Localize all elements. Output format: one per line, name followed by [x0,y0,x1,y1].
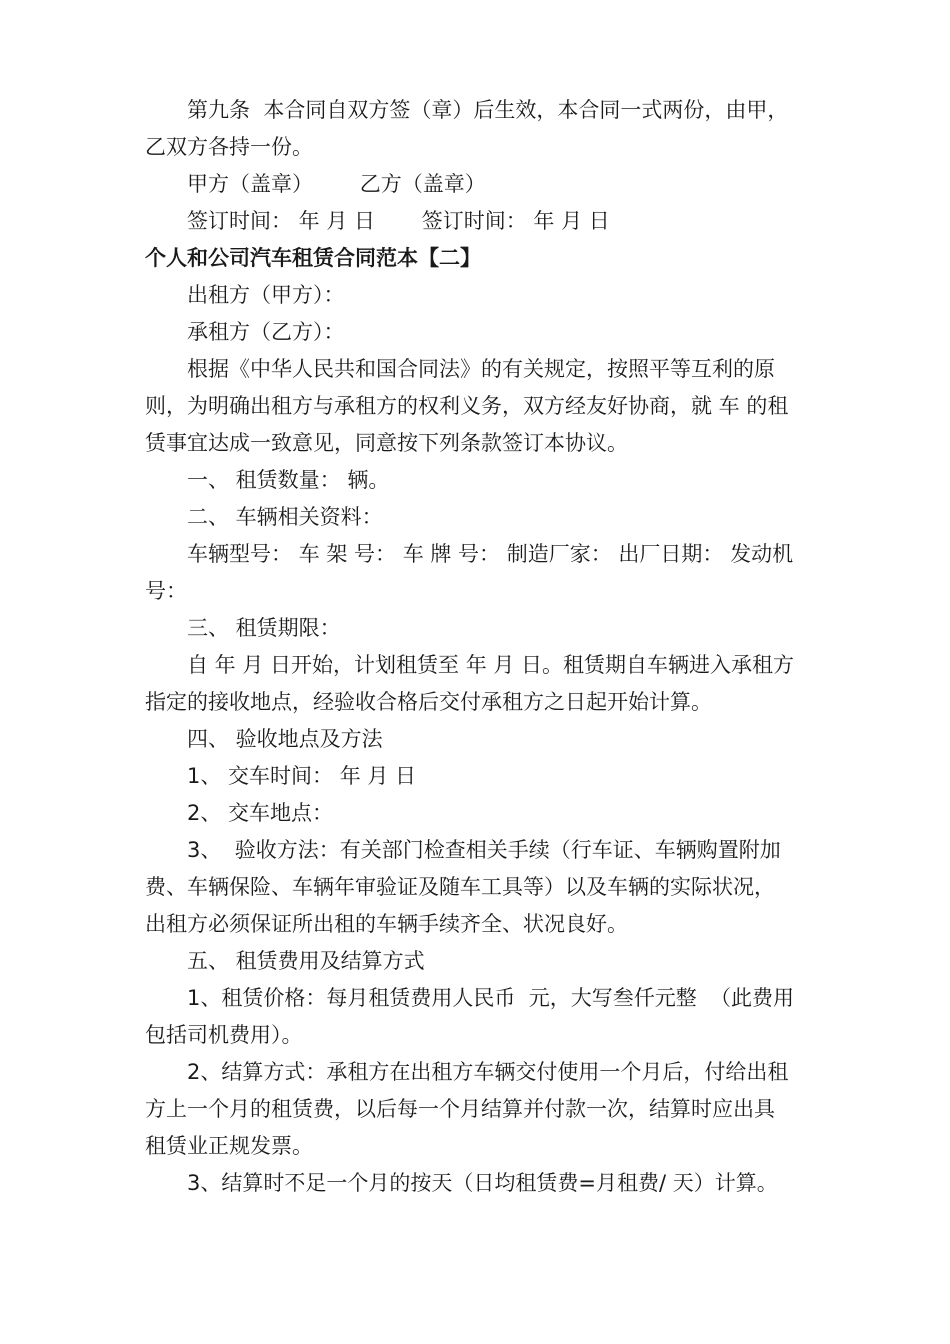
vehicle-info-line-1: 车辆型号： 车 架 号： 车 牌 号： 制造厂家： 出厂日期： 发动机 [187,542,794,566]
article-9-line-1: 第九条 本合同自双方签（章）后生效，本合同一式两份，由甲， [187,98,789,122]
item-1-quantity: 一、 租赁数量： 辆。 [187,468,390,492]
item-5-3: 3、结算时不足一个月的按天（日均租赁费=月租费/ 天）计算。 [187,1171,778,1195]
item-5-1-line-1: 1、租赁价格：每月租赁费用人民币 元，大写叁仟元整 （此费用 [187,986,795,1010]
intro-line-3: 赁事宜达成一致意见，同意按下列条款签订本协议。 [145,431,628,455]
item-5-fees: 五、 租赁费用及结算方式 [187,949,425,973]
item-4-1-delivery-time: 1、 交车时间： 年 月 日 [187,764,417,788]
item-5-2-line-2: 方上一个月的租赁费，以后每一个月结算并付款一次，结算时应出具 [145,1097,775,1121]
article-9-line-2: 乙双方各持一份。 [145,135,313,159]
item-5-2-line-1: 2、结算方式：承租方在出租方车辆交付使用一个月后，付给出租 [187,1060,789,1084]
item-4-2-delivery-place: 2、 交车地点： [187,801,334,825]
lessor-line: 出租方（甲方）： [187,283,345,307]
lessee-line: 承租方（乙方）： [187,320,345,344]
item-5-1-line-2: 包括司机费用）。 [145,1023,303,1047]
item-2-vehicle-info: 二、 车辆相关资料： [187,505,383,529]
item-4-3-line-3: 出租方必须保证所出租的车辆手续齐全、状况良好。 [145,912,628,936]
document-page [145,92,810,1202]
item-5-2-line-3: 租赁业正规发票。 [145,1134,313,1158]
intro-line-1: 根据《中华人民共和国合同法》的有关规定，按照平等互利的原 [187,357,775,381]
contract-title: 个人和公司汽车租赁合同范本【二】 [145,246,481,270]
item-4-3-line-1: 3、 验收方法：有关部门检查相关手续（行车证、车辆购置附加 [187,838,781,862]
item-3-period: 三、 租赁期限： [187,616,341,640]
vehicle-info-line-2: 号： [145,579,187,603]
item-4-acceptance: 四、 验收地点及方法 [187,727,383,751]
period-line-1: 自 年 月 日开始，计划租赁至 年 月 日。租赁期自车辆进入承租方 [187,653,795,677]
period-line-2: 指定的接收地点，经验收合格后交付承租方之日起开始计算。 [145,690,712,714]
intro-line-2: 则，为明确出租方与承租方的权利义务，双方经友好协商，就 车 的租 [145,394,789,418]
sign-date-line: 签订时间： 年 月 日 签订时间： 年 月 日 [187,209,610,233]
item-4-3-line-2: 费、车辆保险、车辆年审验证及随车工具等）以及车辆的实际状况， [145,875,775,899]
seal-line: 甲方（盖章） 乙方（盖章） [187,172,486,196]
